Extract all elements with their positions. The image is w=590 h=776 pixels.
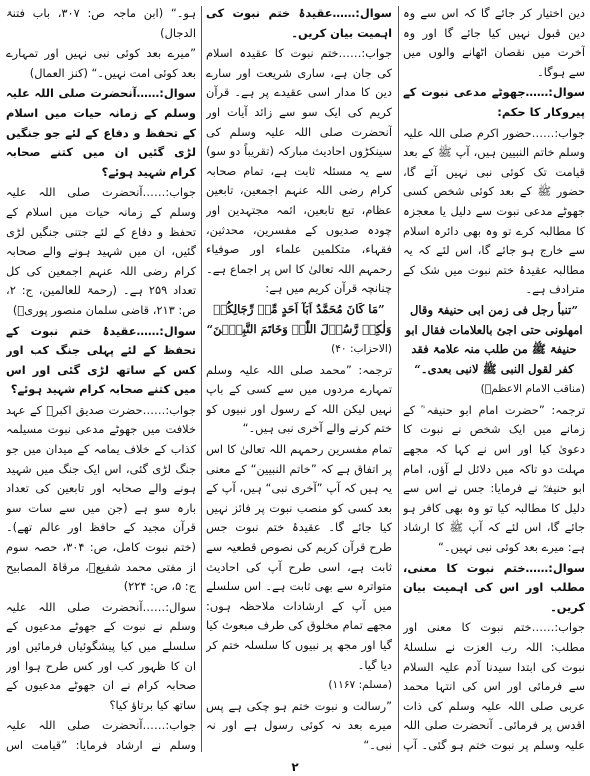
text-column-right bbox=[403, 4, 585, 754]
column-divider-right bbox=[398, 6, 399, 752]
body-paragraph: جواب:……حضور اکرم صلی اللہ علیہ وسلم خاتم النبیین ہیں، آپ ﷺ کے بعد قیامت تک کوئی نبی نہیں آئے گا، حضور ﷺ کے بعد کوئی شخص کسی جھوٹے مدعی نبوت سے دلیل یا معجزہ کا مطالبہ کرے تو وہ بھی دائرہ اسلام سے خارج ہو جائے گا، اس لئے کہ یہ مطالبہ عقیدۂ ختم نبوت میں شک کے مترادف ہے۔ bbox=[403, 125, 585, 297]
body-paragraph: سوال:……آنحضرت صلی اللہ علیہ وسلم نے نبوت کے جھوٹے مدعیوں کے سلسلے میں کیا پیشگوئیاں فرمائیں اور ان کا ظہور کب اور کس طرح ہوا اور صحابہ کرام نے ان جھوٹے مدعیوں کے ساتھ کیا برتاؤ کیا؟ bbox=[6, 599, 196, 712]
question-paragraph: سوال:……آنحضرت صلی اللہ علیہ وسلم کے زمانہ حیات میں اسلام کے تحفظ و دفاع کے لئے جو جنگیں لڑی گئیں ان میں کتنے صحابہ کرام شہید ہوئے؟ bbox=[6, 86, 196, 179]
body-paragraph: ترجمہ: ”محمد صلی اللہ علیہ وسلم تمہارے مردوں میں سے کسی کے باپ نہیں لیکن اللہ کے رسول اور نبیوں کو ختم کرنے والے آخری نبی ہیں۔“ bbox=[206, 362, 392, 436]
arabic-quote: ”مَا کَانَ مُحَمَّدٌ اَبَآ اَحَدٍ مِّنۡ رِّجَالِکُمۡ وَلٰکِنۡ رَّسُوۡلَ اللّٰہِ وَخَاتَمَ النَّبِیّٖنَ“ bbox=[206, 301, 392, 336]
question-paragraph: سوال:……ختم نبوت کا معنی، مطلب اور اس کی اہمیت بیان کریں۔ bbox=[403, 560, 585, 614]
body-paragraph: جواب:……حضرت صدیق اکبرؓ کے عہد خلافت میں جھوٹے مدعی نبوت مسیلمہ کذاب کے خلاف یمامہ کے میدان میں جو جنگ لڑی گئی، اس ایک جنگ میں شہید ہونے والے صحابہ اور تابعین کی تعداد بارہ سو ہے (جن میں سے سات سو قرآن مجید کے حافظ اور عالم تھے)۔ (ختم نبوت کامل، ص: ۳۰۴، حصہ سوم از مفتی محمد شفیعؒ، مرقاۃ المصابیح ج: ۵، ص: ۲۲۴) bbox=[6, 402, 196, 594]
body-paragraph: ہو۔“ (ابن ماجہ ص: ۳۰۷، باب فتنۃ الدجال) bbox=[6, 6, 196, 40]
text-column-middle bbox=[206, 4, 392, 754]
question-paragraph: سوال:……عقیدۂ ختم نبوت کی اہمیت بیان کریں۔ bbox=[206, 6, 392, 40]
body-paragraph: جواب:……ختم نبوت کا عقیدہ اسلام کی جان ہے، ساری شریعت اور سارے دین کا مدار اسی عقیدے پر ہے۔ قرآن کریم کی ایک سو سے زائد آیات اور آنحضرت صلی اللہ علیہ وسلم کی سینکڑوں احادیث مبارکہ (تقریباً دو سو) سے یہ مسئلہ ثابت ہے، تمام صحابہ کرام رضی اللہ عنہم اجمعین، تابعین عظام، تبع تابعین، ائمہ مجتہدین اور چودہ صدیوں کے مفسرین، محدثین، فقہاء، متکلمین علماء اور صوفیاء رحمہم اللہ تعالیٰ کا اس پر اجماع ہے۔ چنانچہ قرآن کریم میں ہے: bbox=[206, 46, 392, 296]
reference-citation: (مناقب الامام الاعظمؒ) bbox=[480, 383, 585, 396]
body-paragraph: جواب:……آنحضرت صلی اللہ علیہ وسلم کے زمانہ حیات میں اسلام کے تحفظ و دفاع کے لئے جتنی جنگیں لڑی گئیں، ان میں شہید ہونے والے صحابہ کرام رضی اللہ عنہم اجمعین کی کل تعداد ۲۵۹ ہے۔ (رحمۃ للعالمین، ج: ۲، ص: ۲۱۳، قاضی سلمان منصور پوریؒ) bbox=[6, 185, 196, 317]
body-paragraph: جواب:……ختم نبوت کا معنی اور مطلب: اللہ رب العزت نے سلسلۂ نبوت کی ابتدا سیدنا آدم علیہ السلام سے فرمائی اور اس کی انتہا محمد عربی صلی اللہ علیہ وسلم کی ذات اقدس پر فرمائی۔ آنحضرت صلی اللہ علیہ وسلم پر نبوت ختم ہو گئی۔ آپ bbox=[403, 620, 585, 752]
body-paragraph: دین اختیار کر جائے گا کہ اس سے وہ دین قبول نہیں کیا جائے گا اور وہ آخرت میں نقصان اٹھانے والوں میں سے ہوگا۔ bbox=[403, 6, 585, 79]
body-paragraph: ”میرے بعد کوئی نبی نہیں اور تمہارے بعد کوئی امت نہیں۔“ (کنز العمال) bbox=[6, 46, 196, 80]
question-paragraph: سوال:……جھوٹے مدعی نبوت کے پیروکار کا حکم: bbox=[403, 85, 585, 119]
body-paragraph: تمام مفسرین رحمہم اللہ تعالیٰ کا اس پر اتفاق ہے کہ ”خاتم النبیین“ کے معنی یہ ہیں کہ آپ ”آخری نبی“ ہیں، آپ کے بعد کسی کو منصب نبوت پر فائز نہیں کیا جائے گا۔ عقیدۂ ختم نبوت جس طرح قرآن کریم کی نصوص قطعیہ سے ثابت ہے، اسی طرح آپ کی احادیث متواترہ سے بھی ثابت ہے۔ اس سلسلے میں آپ کے ارشادات ملاحظہ ہوں: مجھے تمام مخلوق کی طرف مبعوث کیا گیا اور مجھ پر نبیوں کا سلسلہ ختم کر دیا گیا۔ bbox=[206, 442, 392, 672]
body-paragraph: ترجمہ: ”حضرت امام ابو حنیفہ ؒ کے زمانے میں ایک شخص نے نبوت کا دعویٰ کیا اور اس نے کہا کہ مجھے مہلت دو تاکہ میں دلائل لے آؤں، امام ابو حنیفہؒ نے فرمایا: جس نے اس سے دلیل کا مطالبہ کیا تو وہ بھی کافر ہو جائے گا، اس لئے کہ آپ ﷺ کا ارشاد ہے: میرے بعد کوئی نبی نہیں۔“ bbox=[403, 402, 585, 555]
body-paragraph: ”رسالت و نبوت ختم ہو چکی ہے پس میرے بعد نہ کوئی رسول ہے اور نہ نبی۔“ bbox=[206, 698, 392, 752]
column-divider-left bbox=[201, 6, 202, 752]
page-number: ۲ bbox=[291, 760, 299, 774]
reference-citation: (مسلم: ۱۱۶۷) bbox=[328, 679, 392, 692]
reference-citation: (الاحزاب: ۴۰) bbox=[331, 343, 392, 356]
body-paragraph: جواب:……آنحضرت صلی اللہ علیہ وسلم نے ارشاد فرمایا: ”قیامت اس bbox=[6, 718, 196, 752]
arabic-quote: ”تنبأ رجل فی زمن ابی حنیفۃ وقال امھلونی حتی اجئ بالعلامات فقال ابو حنیفۃ ﷺ من طلب منہ علامۃ فقد کفر لقول النبی ﷺ لانبی بعدی۔“ bbox=[405, 302, 583, 376]
text-column-left bbox=[6, 4, 196, 754]
question-paragraph: سوال:……عقیدۂ ختم نبوت کے تحفظ کے لئے پہلی جنگ کب اور کس کے ساتھ لڑی گئی اور اس میں کتنے صحابہ کرام شہید ہوئے؟ bbox=[6, 323, 196, 397]
